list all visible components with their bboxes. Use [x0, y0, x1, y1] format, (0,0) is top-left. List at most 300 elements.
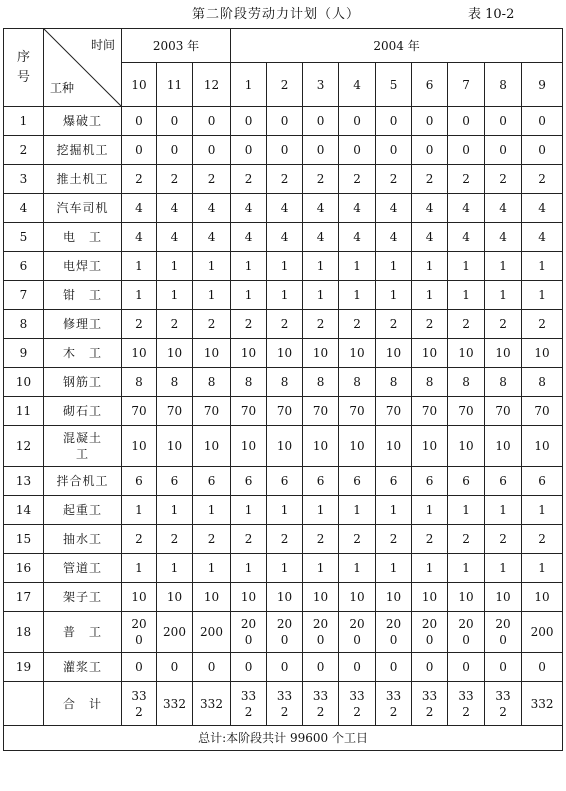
- value-cell: 1: [376, 496, 412, 525]
- footer-row: [4, 726, 563, 751]
- value-cell: 2: [267, 310, 303, 339]
- value-cell: 1: [267, 281, 303, 310]
- table-row: [4, 223, 563, 252]
- year-2004-header: 2004 年: [231, 29, 563, 63]
- value-cell: 1: [193, 496, 231, 525]
- value-cell: 1: [339, 281, 376, 310]
- value-cell: 2: [339, 310, 376, 339]
- value-cell: 10: [376, 583, 412, 612]
- value-cell: 10: [157, 583, 193, 612]
- value-cell: 8: [231, 368, 267, 397]
- total-value-cell: 332: [448, 682, 485, 726]
- work-type-name: 拌合机工: [44, 467, 122, 496]
- value-cell: 10: [522, 339, 563, 368]
- value-cell: 6: [303, 467, 339, 496]
- value-cell: 2: [122, 525, 157, 554]
- value-cell: 200: [122, 612, 157, 653]
- value-cell: 4: [231, 223, 267, 252]
- value-cell: 200: [267, 612, 303, 653]
- value-cell: 10: [522, 583, 563, 612]
- table-row: [4, 653, 563, 682]
- month-header: 12: [193, 63, 231, 107]
- value-cell: 70: [485, 397, 522, 426]
- value-cell: 8: [303, 368, 339, 397]
- work-type-name: 灌浆工: [44, 653, 122, 682]
- value-cell: 1: [231, 496, 267, 525]
- value-cell: 2: [448, 525, 485, 554]
- value-cell: 6: [522, 467, 563, 496]
- row-number: 18: [4, 612, 44, 653]
- table-row: [4, 554, 563, 583]
- value-cell: 2: [157, 525, 193, 554]
- value-cell: 70: [448, 397, 485, 426]
- value-cell: 0: [267, 653, 303, 682]
- month-header: 10: [122, 63, 157, 107]
- value-cell: 0: [376, 653, 412, 682]
- month-header: 5: [376, 63, 412, 107]
- value-cell: 10: [267, 583, 303, 612]
- value-cell: 1: [448, 281, 485, 310]
- row-number: 4: [4, 194, 44, 223]
- table-title: 第二阶段劳动力计划（人）: [192, 7, 361, 22]
- value-cell: 4: [339, 194, 376, 223]
- value-cell: 8: [522, 368, 563, 397]
- value-cell: 4: [157, 194, 193, 223]
- value-cell: 1: [376, 554, 412, 583]
- value-cell: 10: [485, 426, 522, 467]
- row-number: 9: [4, 339, 44, 368]
- table-row: [4, 165, 563, 194]
- value-cell: 1: [412, 496, 448, 525]
- value-cell: 70: [267, 397, 303, 426]
- table-row: [4, 525, 563, 554]
- table-caption: [0, 4, 566, 26]
- seq-header: [4, 29, 44, 107]
- value-cell: 1: [339, 496, 376, 525]
- value-cell: 0: [376, 107, 412, 136]
- value-cell: 200: [193, 612, 231, 653]
- value-cell: 1: [412, 554, 448, 583]
- value-cell: 6: [485, 467, 522, 496]
- total-value-cell: 332: [231, 682, 267, 726]
- value-cell: 10: [193, 583, 231, 612]
- value-cell: 1: [193, 554, 231, 583]
- value-cell: 0: [122, 136, 157, 165]
- value-cell: 4: [231, 194, 267, 223]
- value-cell: 10: [157, 426, 193, 467]
- table-row: [4, 310, 563, 339]
- value-cell: 2: [485, 525, 522, 554]
- value-cell: 2: [376, 310, 412, 339]
- value-cell: 0: [339, 107, 376, 136]
- row-number: 6: [4, 252, 44, 281]
- value-cell: 10: [376, 426, 412, 467]
- month-header: 6: [412, 63, 448, 107]
- value-cell: 8: [339, 368, 376, 397]
- work-type-name: 混凝土工: [44, 426, 122, 467]
- value-cell: 0: [122, 107, 157, 136]
- work-type-name: 钢筋工: [44, 368, 122, 397]
- value-cell: 10: [339, 583, 376, 612]
- month-header: 9: [522, 63, 563, 107]
- value-cell: 1: [376, 281, 412, 310]
- row-number: 16: [4, 554, 44, 583]
- total-value-cell: 332: [122, 682, 157, 726]
- value-cell: 70: [193, 397, 231, 426]
- value-cell: 200: [231, 612, 267, 653]
- table-row: [4, 397, 563, 426]
- row-number: 2: [4, 136, 44, 165]
- work-type-name: 钳 工: [44, 281, 122, 310]
- value-cell: 4: [122, 223, 157, 252]
- total-value-cell: 332: [157, 682, 193, 726]
- value-cell: 10: [193, 339, 231, 368]
- table-row: [4, 194, 563, 223]
- value-cell: 1: [376, 252, 412, 281]
- total-value-cell: 332: [376, 682, 412, 726]
- value-cell: 2: [267, 165, 303, 194]
- value-cell: 0: [339, 136, 376, 165]
- value-cell: 2: [485, 165, 522, 194]
- value-cell: 0: [522, 136, 563, 165]
- value-cell: 8: [193, 368, 231, 397]
- value-cell: 6: [122, 467, 157, 496]
- value-cell: 10: [231, 339, 267, 368]
- seq-header-label: 序号: [16, 49, 30, 85]
- value-cell: 1: [303, 554, 339, 583]
- value-cell: 2: [339, 525, 376, 554]
- value-cell: 1: [122, 281, 157, 310]
- value-cell: 2: [193, 525, 231, 554]
- total-label: 合 计: [44, 682, 122, 726]
- value-cell: 70: [339, 397, 376, 426]
- value-cell: 200: [157, 612, 193, 653]
- work-type-name: 架子工: [44, 583, 122, 612]
- month-header: 3: [303, 63, 339, 107]
- value-cell: 4: [412, 223, 448, 252]
- value-cell: 1: [193, 252, 231, 281]
- value-cell: 4: [522, 194, 563, 223]
- value-cell: 4: [267, 194, 303, 223]
- value-cell: 2: [522, 525, 563, 554]
- value-cell: 1: [122, 496, 157, 525]
- value-cell: 200: [485, 612, 522, 653]
- value-cell: 2: [303, 310, 339, 339]
- value-cell: 6: [339, 467, 376, 496]
- year-2003-header: 2003 年: [122, 29, 231, 63]
- value-cell: 10: [448, 583, 485, 612]
- value-cell: 1: [157, 496, 193, 525]
- total-row: [4, 682, 563, 726]
- value-cell: 0: [485, 107, 522, 136]
- value-cell: 70: [303, 397, 339, 426]
- total-value-cell: 332: [193, 682, 231, 726]
- table-body: [4, 107, 563, 682]
- value-cell: 4: [376, 223, 412, 252]
- value-cell: 2: [376, 525, 412, 554]
- value-cell: 0: [339, 653, 376, 682]
- value-cell: 1: [339, 554, 376, 583]
- work-type-name: 推土机工: [44, 165, 122, 194]
- value-cell: 1: [157, 281, 193, 310]
- row-number: 8: [4, 310, 44, 339]
- value-cell: 1: [122, 554, 157, 583]
- value-cell: 10: [412, 583, 448, 612]
- value-cell: 0: [231, 107, 267, 136]
- month-header: 2: [267, 63, 303, 107]
- work-type-name: 汽车司机: [44, 194, 122, 223]
- value-cell: 0: [303, 653, 339, 682]
- value-cell: 4: [193, 223, 231, 252]
- diagonal-header: [44, 29, 122, 107]
- value-cell: 1: [448, 252, 485, 281]
- value-cell: 70: [412, 397, 448, 426]
- value-cell: 10: [231, 583, 267, 612]
- work-type-name: 抽水工: [44, 525, 122, 554]
- value-cell: 1: [485, 252, 522, 281]
- value-cell: 2: [412, 165, 448, 194]
- value-cell: 10: [448, 339, 485, 368]
- value-cell: 70: [231, 397, 267, 426]
- value-cell: 0: [303, 136, 339, 165]
- value-cell: 1: [157, 252, 193, 281]
- value-cell: 4: [412, 194, 448, 223]
- value-cell: 10: [448, 426, 485, 467]
- value-cell: 200: [376, 612, 412, 653]
- work-type-name: 爆破工: [44, 107, 122, 136]
- value-cell: 0: [412, 107, 448, 136]
- table-row: [4, 368, 563, 397]
- value-cell: 0: [193, 136, 231, 165]
- value-cell: 2: [193, 310, 231, 339]
- value-cell: 1: [485, 496, 522, 525]
- value-cell: 70: [157, 397, 193, 426]
- table-row: [4, 136, 563, 165]
- value-cell: 10: [303, 339, 339, 368]
- value-cell: 4: [267, 223, 303, 252]
- row-number: 1: [4, 107, 44, 136]
- work-type-name: 修理工: [44, 310, 122, 339]
- month-header: 8: [485, 63, 522, 107]
- value-cell: 8: [122, 368, 157, 397]
- value-cell: 2: [376, 165, 412, 194]
- value-cell: 1: [303, 496, 339, 525]
- value-cell: 10: [485, 339, 522, 368]
- value-cell: 4: [122, 194, 157, 223]
- value-cell: 0: [522, 653, 563, 682]
- value-cell: 2: [303, 525, 339, 554]
- row-number: 10: [4, 368, 44, 397]
- value-cell: 4: [448, 194, 485, 223]
- value-cell: 200: [412, 612, 448, 653]
- value-cell: 4: [303, 223, 339, 252]
- value-cell: 4: [522, 223, 563, 252]
- value-cell: 0: [193, 653, 231, 682]
- value-cell: 6: [448, 467, 485, 496]
- value-cell: 0: [448, 653, 485, 682]
- month-header: 4: [339, 63, 376, 107]
- value-cell: 8: [412, 368, 448, 397]
- total-value-cell: 332: [339, 682, 376, 726]
- value-cell: 1: [267, 496, 303, 525]
- value-cell: 1: [193, 281, 231, 310]
- time-label: 时间: [90, 38, 115, 52]
- value-cell: 10: [522, 426, 563, 467]
- value-cell: 6: [157, 467, 193, 496]
- work-type-name: 木 工: [44, 339, 122, 368]
- value-cell: 0: [157, 107, 193, 136]
- value-cell: 8: [376, 368, 412, 397]
- month-header: 7: [448, 63, 485, 107]
- value-cell: 6: [267, 467, 303, 496]
- value-cell: 0: [485, 653, 522, 682]
- value-cell: 70: [122, 397, 157, 426]
- value-cell: 0: [485, 136, 522, 165]
- value-cell: 1: [267, 554, 303, 583]
- value-cell: 1: [522, 496, 563, 525]
- value-cell: 2: [231, 525, 267, 554]
- value-cell: 1: [157, 554, 193, 583]
- grand-total-note: 总计:本阶段共计 99600 个工日: [4, 726, 563, 751]
- table-number: 表 10-2: [468, 7, 515, 22]
- value-cell: 6: [376, 467, 412, 496]
- value-cell: 0: [122, 653, 157, 682]
- value-cell: 8: [485, 368, 522, 397]
- value-cell: 10: [267, 426, 303, 467]
- value-cell: 0: [267, 107, 303, 136]
- value-cell: 10: [412, 426, 448, 467]
- total-value-cell: 332: [303, 682, 339, 726]
- value-cell: 10: [122, 583, 157, 612]
- value-cell: 2: [412, 525, 448, 554]
- value-cell: 10: [412, 339, 448, 368]
- value-cell: 8: [157, 368, 193, 397]
- work-type-name: 电焊工: [44, 252, 122, 281]
- value-cell: 10: [376, 339, 412, 368]
- value-cell: 10: [485, 583, 522, 612]
- value-cell: 1: [412, 252, 448, 281]
- value-cell: 2: [303, 165, 339, 194]
- value-cell: 10: [303, 426, 339, 467]
- work-type-name: 管道工: [44, 554, 122, 583]
- value-cell: 4: [339, 223, 376, 252]
- row-number: 15: [4, 525, 44, 554]
- value-cell: 10: [303, 583, 339, 612]
- value-cell: 2: [485, 310, 522, 339]
- value-cell: 2: [157, 165, 193, 194]
- value-cell: 0: [267, 136, 303, 165]
- table-row: [4, 252, 563, 281]
- value-cell: 0: [376, 136, 412, 165]
- row-number: 13: [4, 467, 44, 496]
- value-cell: 2: [231, 310, 267, 339]
- value-cell: 0: [522, 107, 563, 136]
- total-value-cell: 332: [485, 682, 522, 726]
- work-type-name: 电 工: [44, 223, 122, 252]
- value-cell: 1: [267, 252, 303, 281]
- value-cell: 2: [157, 310, 193, 339]
- value-cell: 1: [522, 554, 563, 583]
- value-cell: 8: [448, 368, 485, 397]
- value-cell: 1: [231, 554, 267, 583]
- value-cell: 0: [231, 653, 267, 682]
- value-cell: 6: [412, 467, 448, 496]
- row-number: 12: [4, 426, 44, 467]
- value-cell: 2: [267, 525, 303, 554]
- value-cell: 1: [522, 252, 563, 281]
- value-cell: 10: [193, 426, 231, 467]
- value-cell: 0: [157, 653, 193, 682]
- value-cell: 6: [193, 467, 231, 496]
- value-cell: 4: [303, 194, 339, 223]
- work-type-name: 砌石工: [44, 397, 122, 426]
- value-cell: 10: [339, 339, 376, 368]
- value-cell: 10: [122, 339, 157, 368]
- table-row: [4, 496, 563, 525]
- month-header: 1: [231, 63, 267, 107]
- total-value-cell: 332: [412, 682, 448, 726]
- value-cell: 0: [303, 107, 339, 136]
- value-cell: 8: [267, 368, 303, 397]
- value-cell: 0: [448, 136, 485, 165]
- value-cell: 2: [193, 165, 231, 194]
- labor-plan-table: [3, 28, 563, 751]
- value-cell: 0: [231, 136, 267, 165]
- work-type-label: 工种: [50, 81, 75, 95]
- value-cell: 1: [339, 252, 376, 281]
- value-cell: 200: [522, 612, 563, 653]
- work-type-name: 起重工: [44, 496, 122, 525]
- value-cell: 200: [339, 612, 376, 653]
- total-value-cell: 332: [267, 682, 303, 726]
- value-cell: 70: [522, 397, 563, 426]
- row-number: 14: [4, 496, 44, 525]
- value-cell: 2: [448, 165, 485, 194]
- value-cell: 4: [485, 194, 522, 223]
- value-cell: 4: [485, 223, 522, 252]
- row-number: 11: [4, 397, 44, 426]
- value-cell: 1: [303, 281, 339, 310]
- value-cell: 4: [376, 194, 412, 223]
- month-header: 11: [157, 63, 193, 107]
- value-cell: 200: [448, 612, 485, 653]
- value-cell: 1: [122, 252, 157, 281]
- value-cell: 2: [448, 310, 485, 339]
- work-type-name: 普 工: [44, 612, 122, 653]
- table-row: [4, 426, 563, 467]
- value-cell: 0: [157, 136, 193, 165]
- value-cell: 10: [231, 426, 267, 467]
- row-number: 17: [4, 583, 44, 612]
- row-number: 19: [4, 653, 44, 682]
- value-cell: 1: [485, 554, 522, 583]
- value-cell: 1: [485, 281, 522, 310]
- value-cell: 1: [412, 281, 448, 310]
- value-cell: 10: [267, 339, 303, 368]
- total-seq-cell: [4, 682, 44, 726]
- value-cell: 200: [303, 612, 339, 653]
- value-cell: 70: [376, 397, 412, 426]
- value-cell: 2: [122, 310, 157, 339]
- value-cell: 1: [303, 252, 339, 281]
- value-cell: 4: [193, 194, 231, 223]
- value-cell: 4: [157, 223, 193, 252]
- total-value-cell: 332: [522, 682, 563, 726]
- value-cell: 0: [412, 136, 448, 165]
- value-cell: 4: [448, 223, 485, 252]
- value-cell: 0: [193, 107, 231, 136]
- value-cell: 2: [412, 310, 448, 339]
